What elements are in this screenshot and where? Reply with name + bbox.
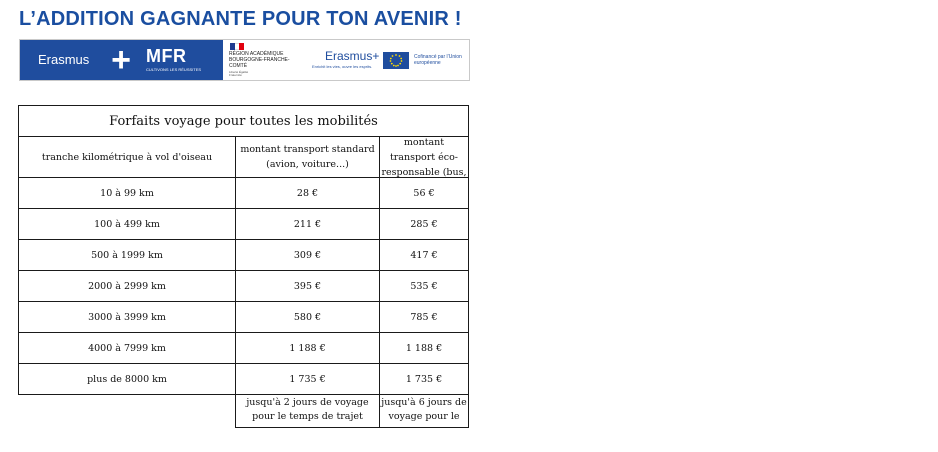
table-cell: 2000 à 2999 km: [19, 271, 236, 302]
mfr-tagline: CULTIVONS LES RÉUSSITES: [146, 67, 202, 72]
headline: L’ADDITION GAGNANTE POUR TON AVENIR !: [19, 8, 462, 30]
erasmus-plus-logo: Erasmus+: [325, 49, 380, 63]
table-cell: 4000 à 7999 km: [19, 333, 236, 364]
plus-icon: +: [111, 41, 131, 79]
table-footnote: jusqu'à 2 jours de voyage pour le temps de trajet: [236, 395, 380, 428]
table-title: Forfaits voyage pour toutes les mobilités: [19, 106, 469, 137]
table-cell: 500 à 1999 km: [19, 240, 236, 271]
table-cell: 56 €: [380, 178, 469, 209]
table-cell: 3000 à 3999 km: [19, 302, 236, 333]
table-cell: 211 €: [236, 209, 380, 240]
table-row: [19, 333, 469, 364]
republic-motto: Liberté Égalité Fraternité: [229, 70, 249, 77]
table-cell: 309 €: [236, 240, 380, 271]
table-row: [19, 209, 469, 240]
table-header-row: [19, 137, 469, 178]
sponsor-logos: [224, 40, 469, 80]
eu-cofinance-label: Cofinancé par l’Union européenne: [414, 54, 462, 66]
region-academique-label: RÉGION ACADÉMIQUE BOURGOGNE-FRANCHE-COMTÉ: [229, 51, 290, 69]
table-row: [19, 240, 469, 271]
table-cell: 785 €: [380, 302, 469, 333]
table-row: [19, 302, 469, 333]
table-cell: 285 €: [380, 209, 469, 240]
table-cell: 535 €: [380, 271, 469, 302]
erasmus-tagline: Enrichit les vies, ouvre les esprits.: [312, 64, 373, 69]
table-cell: 417 €: [380, 240, 469, 271]
table-row: [19, 271, 469, 302]
column-header: montant transport standard (avion, voiture...): [236, 137, 380, 178]
erasmus-mfr-logo: [20, 40, 223, 80]
table-cell: 100 à 499 km: [19, 209, 236, 240]
table-cell: 1 735 €: [236, 364, 380, 395]
column-header: tranche kilométrique à vol d'oiseau: [19, 137, 236, 178]
column-header: montant transport éco-responsable (bus,: [381, 137, 467, 177]
table-cell: 1 735 €: [380, 364, 469, 395]
table-footnote: jusqu'à 6 jours de voyage pour le: [380, 395, 469, 428]
french-flag-icon: [230, 43, 244, 50]
eu-flag-icon: [383, 52, 409, 69]
partner-banner: [19, 39, 470, 81]
table-cell: 28 €: [236, 178, 380, 209]
table-cell: 395 €: [236, 271, 380, 302]
table-footer-row: [19, 395, 469, 428]
table-cell: 1 188 €: [236, 333, 380, 364]
mfr-logo: MFR: [146, 46, 187, 66]
erasmus-label: Erasmus: [38, 52, 90, 67]
table-row: [19, 364, 469, 395]
empty-cell: [19, 395, 236, 428]
table-row: [19, 178, 469, 209]
table-cell: 1 188 €: [380, 333, 469, 364]
fares-table: [18, 105, 469, 428]
table-cell: plus de 8000 km: [19, 364, 236, 395]
table-cell: 580 €: [236, 302, 380, 333]
table-cell: 10 à 99 km: [19, 178, 236, 209]
